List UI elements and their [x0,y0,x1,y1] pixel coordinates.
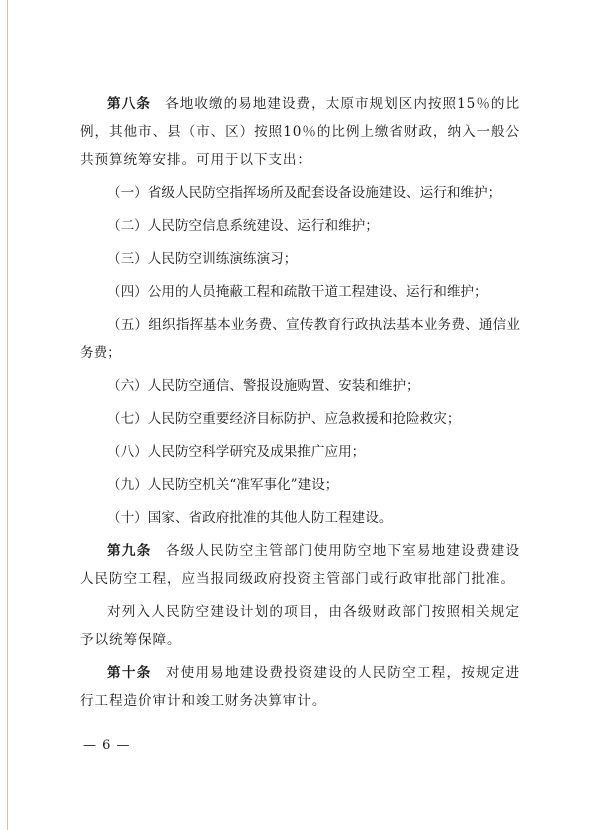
document-body [80,90,520,715]
list-item-7: （七）人民防空重要经济目标防护、应急救援和抢险救灾； [107,411,461,427]
article-8 [80,90,520,174]
list-item-2: （二）人民防空信息系统建设、运行和维护； [107,218,379,234]
page-margin-line [7,0,8,830]
list-item-4: （四）公用的人员掩蔽工程和疏散干道工程建设、运行和维护； [107,284,488,300]
article-8-number: 第八条 [107,96,152,112]
article-10 [80,659,520,715]
article-9-followup: 对列入人民防空建设计划的项目，由各级财政部门按照相关规定予以统筹保障。 [80,604,520,648]
page-number: — 6 — [83,738,131,753]
article-10-number: 第十条 [107,665,152,681]
list-item-8: （八）人民防空科学研究及成果推广应用； [107,444,366,460]
article-9-body: 各级人民防空主管部门使用防空地下室易地建设费建设人民防空工程，应当报同级政府投资主管部门或行政审批部门批准。 [80,543,520,587]
list-item-3: （三）人民防空训练演练演习； [107,251,298,267]
article-9-number: 第九条 [107,543,152,559]
list-item-1: （一）省级人民防空指挥场所及配套设备设施建设、运行和维护； [107,185,502,201]
article-10-body: 对使用易地建设费投资建设的人民防空工程，按规定进行工程造价审计和竣工财务决算审计。 [80,665,520,709]
list-item-9: （九）人民防空机关“准军事化”建设； [107,477,339,493]
article-9 [80,537,520,593]
list-item-10: （十）国家、省政府批准的其他人防工程建设。 [107,510,393,526]
article-8-body: 各地收缴的易地建设费，太原市规划区内按照15％的比例，其他市、县（市、区）按照10％的比例上缴省财政，纳入一般公共预算统筹安排。可用于以下支出： [80,96,521,168]
list-item-5: （五）组织指挥基本业务费、宣传教育行政执法基本业务费、通信业务费； [80,317,520,361]
list-item-6: （六）人民防空通信、警报设施购置、安装和维护； [107,378,420,394]
